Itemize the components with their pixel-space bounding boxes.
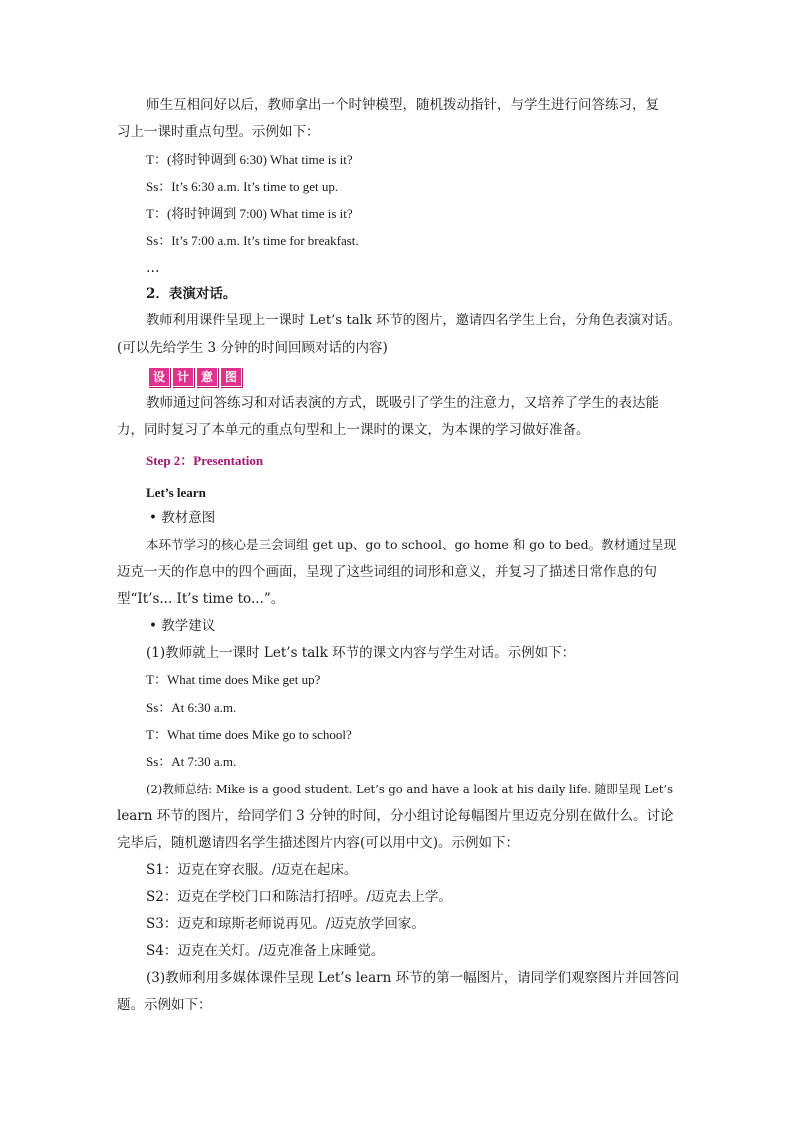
paragraph-line: 题。示例如下：: [117, 997, 212, 1013]
badge-char: 计: [172, 367, 194, 387]
paragraph-line: (1)教师就上一课时 Let’s talk 环节的课文内容与学生对话。示例如下：: [146, 645, 576, 661]
paragraph-line: (3)教师利用多媒体课件呈现 Let’s learn 环节的第一幅图片，请同学们观察图片并回答问: [146, 970, 680, 986]
paragraph-line: 迈克一天的作息中的四个画面，呈现了这些词组的词形和意义，并复习了描述日常作息的句: [117, 564, 657, 580]
paragraph-line: (2)教师总结: Mike is a good student. Let’s go and have a look at his daily life. 随即呈现 Let’s: [146, 782, 673, 796]
dialogue-line: Ss：At 7:30 a.m.: [146, 754, 237, 769]
dialogue-line: T：What time does Mike get up?: [146, 672, 321, 687]
dialogue-line: Ss：It’s 6:30 a.m. It’s time to get up.: [146, 179, 339, 194]
dialogue-line: T：What time does Mike go to school?: [146, 727, 352, 742]
design-intent-badge: [148, 367, 242, 385]
step-heading: Step 2：Presentation: [146, 453, 264, 468]
dialogue-line: S1：迈克在穿衣服。/迈克在起床。: [146, 862, 358, 878]
badge-char: 图: [220, 367, 242, 387]
paragraph-line: 完毕后，随机邀请四名学生描述图片内容(可以用中文)。示例如下：: [117, 835, 520, 851]
section-heading: 2．表演对话。: [146, 286, 237, 302]
ellipsis: …: [146, 260, 160, 276]
dialogue-line: T：(将时钟调到 6:30) What time is it?: [146, 152, 353, 167]
paragraph-line: 本环节学习的核心是三会词组 get up、go to school、go home 和 go to bed。教材通过呈现: [146, 537, 677, 552]
subsection-heading: Let’s learn: [146, 485, 206, 500]
dialogue-line: Ss：At 6:30 a.m.: [146, 700, 237, 715]
dialogue-line: Ss：It’s 7:00 a.m. It’s time for breakfast.: [146, 233, 359, 248]
paragraph-line: 教师利用课件呈现上一课时 Let’s talk 环节的图片，邀请四名学生上台，分角色表演对话。: [146, 313, 681, 328]
paragraph-line: 师生互相问好以后，教师拿出一个时钟模型，随机拨动指针，与学生进行问答练习，复: [146, 97, 659, 113]
dialogue-line: T：(将时钟调到 7:00) What time is it?: [146, 206, 353, 221]
badge-char: 意: [196, 367, 218, 387]
badge-char: 设: [148, 367, 170, 387]
paragraph-line: (可以先给学生 3 分钟的时间回顾对话的内容): [117, 340, 388, 356]
paragraph-line: 习上一课时重点句型。示例如下：: [117, 124, 320, 140]
paragraph-line: 教师通过问答练习和对话表演的方式，既吸引了学生的注意力，又培养了学生的表达能: [146, 395, 659, 411]
bullet-heading: • 教材意图: [149, 510, 216, 526]
dialogue-line: S2：迈克在学校门口和陈洁打招呼。/迈克去上学。: [146, 889, 452, 905]
dialogue-line: S4：迈克在关灯。/迈克准备上床睡觉。: [146, 943, 385, 959]
dialogue-line: S3：迈克和琼斯老师说再见。/迈克放学回家。: [146, 916, 425, 932]
bullet-heading: • 教学建议: [149, 618, 216, 634]
paragraph-line: 力，同时复习了本单元的重点句型和上一课时的课文，为本课的学习做好准备。: [117, 422, 590, 438]
paragraph-line: 型“It’s... It’s time to...”。: [117, 591, 285, 607]
paragraph-line: learn 环节的图片，给同学们 3 分钟的时间，分小组讨论每幅图片里迈克分别在做什么。讨论: [117, 808, 674, 824]
